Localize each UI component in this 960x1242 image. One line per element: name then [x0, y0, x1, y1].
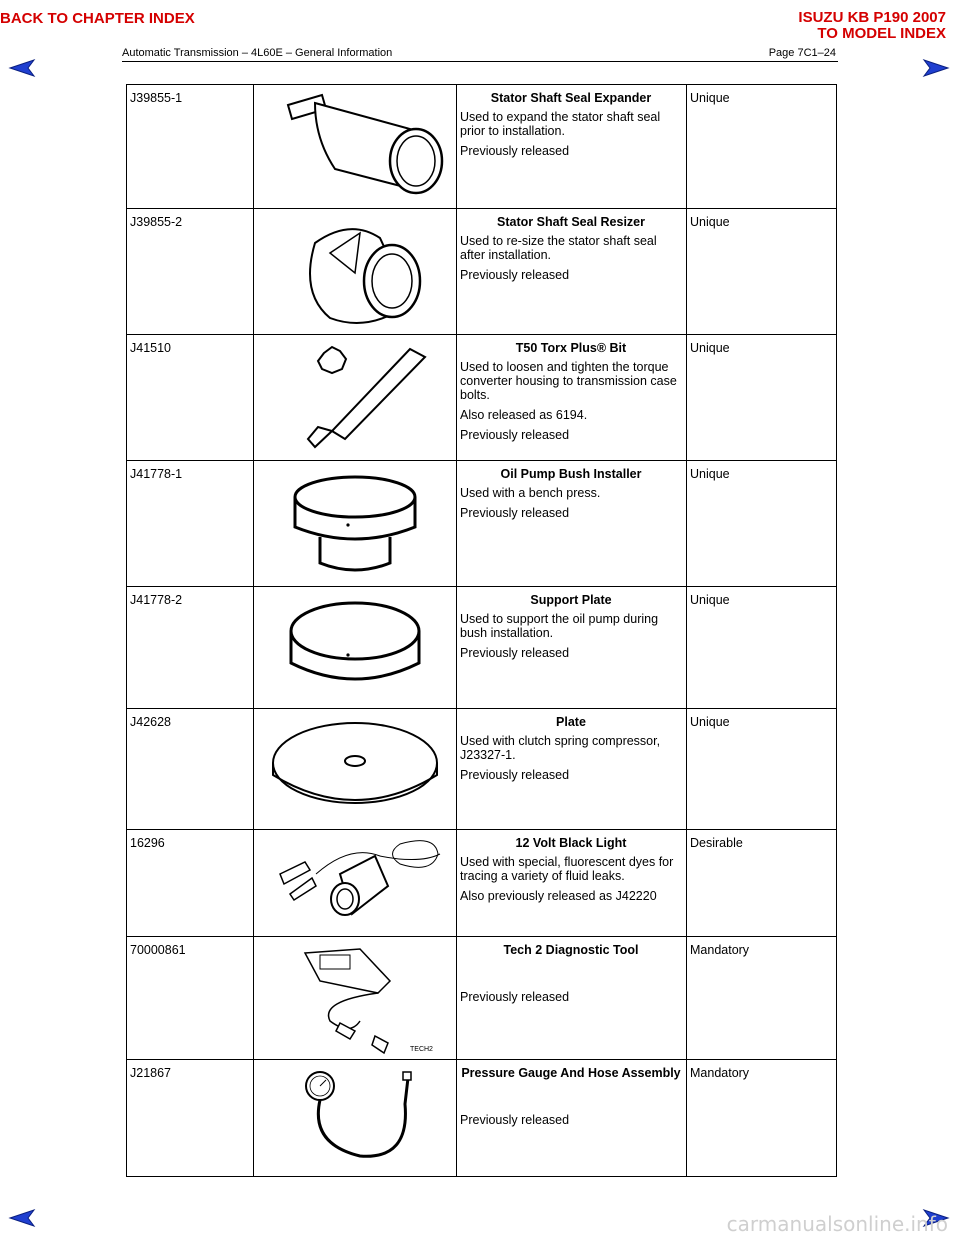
tool-classification: Mandatory: [687, 937, 837, 1060]
prev-page-arrow-bottom-icon[interactable]: [8, 1208, 36, 1228]
tool-description-line: Previously released: [460, 990, 570, 1004]
tool-description-line: Also previously released as J42220: [460, 889, 657, 903]
tool-illustration: [254, 461, 457, 587]
tool-row: [127, 209, 837, 335]
tool-classification: Unique: [687, 335, 837, 461]
tool-row: [127, 85, 837, 209]
tool-classification: Unique: [687, 461, 837, 587]
tool-row: [127, 335, 837, 461]
tool-number: J41510: [127, 335, 254, 461]
tool-row: [127, 937, 837, 1060]
plate-icon: [254, 709, 456, 825]
bush-installer-icon: [254, 461, 456, 583]
tool-illustration: [254, 830, 457, 937]
tool-description: [457, 209, 687, 335]
section-header: Automatic Transmission – 4L60E – General Information: [122, 47, 393, 59]
tool-name: Support Plate: [530, 593, 612, 607]
tool-illustration: [254, 1060, 457, 1177]
tool-illustration: [254, 85, 457, 209]
tool-description: [457, 85, 687, 209]
header-divider: [122, 61, 838, 62]
tool-illustration: [254, 709, 457, 830]
pressure-gauge-icon: [254, 1060, 456, 1174]
tool-classification: Desirable: [687, 830, 837, 937]
figure-label: TECH2: [410, 1046, 433, 1053]
tool-number: J41778-1: [127, 461, 254, 587]
tool-description: [457, 1060, 687, 1177]
tool-row: [127, 587, 837, 709]
tool-illustration: [254, 209, 457, 335]
next-page-arrow-icon[interactable]: [922, 58, 950, 78]
tool-number: J21867: [127, 1060, 254, 1177]
tool-description: [457, 335, 687, 461]
tool-description-line: Previously released: [460, 768, 570, 782]
tool-description-line: Used with a bench press.: [460, 486, 601, 500]
tool-description-line: Used to expand the stator shaft seal prior to installation.: [460, 110, 661, 138]
seal-expander-icon: [254, 85, 456, 207]
tool-description-line: Previously released: [460, 646, 570, 660]
tool-name: Tech 2 Diagnostic Tool: [503, 943, 639, 957]
tool-classification: Unique: [687, 209, 837, 335]
tool-description-line: Previously released: [460, 428, 570, 442]
tool-description-line: Previously released: [460, 506, 570, 520]
tool-row: [127, 709, 837, 830]
tool-classification: Mandatory: [687, 1060, 837, 1177]
tool-illustration: [254, 335, 457, 461]
tool-classification: Unique: [687, 709, 837, 830]
tool-description-line: Used with clutch spring compressor, J23327-1.: [460, 734, 661, 762]
seal-resizer-icon: [254, 209, 456, 333]
tool-description-line: Used with special, fluorescent dyes for tracing a variety of fluid leaks.: [460, 855, 674, 883]
tool-row: [127, 461, 837, 587]
tool-classification: Unique: [687, 587, 837, 709]
tool-description-line: Previously released: [460, 1113, 570, 1127]
tool-number: 16296: [127, 830, 254, 937]
tool-description: [457, 461, 687, 587]
prev-page-arrow-icon[interactable]: [8, 58, 36, 78]
tool-name: 12 Volt Black Light: [515, 836, 627, 850]
tool-description-line: Used to support the oil pump during bush installation.: [460, 612, 659, 640]
tool-number: J42628: [127, 709, 254, 830]
tool-description-line: Previously released: [460, 144, 570, 158]
tool-description-line: Also released as 6194.: [460, 408, 588, 422]
tool-name: Plate: [556, 715, 586, 729]
tool-number: J39855-1: [127, 85, 254, 209]
tool-description: [457, 830, 687, 937]
tool-name: Stator Shaft Seal Resizer: [497, 215, 645, 229]
tool-description-line: [460, 1085, 682, 1107]
tool-name: T50 Torx Plus® Bit: [515, 341, 627, 355]
tool-description-line: Used to loosen and tighten the torque converter housing to transmission case bolts.: [460, 360, 677, 402]
model-title: ISUZU KB P190 2007: [798, 9, 946, 26]
tool-name: Oil Pump Bush Installer: [500, 467, 642, 481]
tool-description: [457, 709, 687, 830]
tool-description: [457, 937, 687, 1060]
tool-row: [127, 830, 837, 937]
tool-illustration: [254, 937, 457, 1060]
black-light-icon: [254, 830, 456, 932]
tool-number: J41778-2: [127, 587, 254, 709]
tool-classification: Unique: [687, 85, 837, 209]
tool-number: J39855-2: [127, 209, 254, 335]
tool-description: [457, 587, 687, 709]
tool-row: [127, 1060, 837, 1177]
torx-bit-icon: [254, 335, 456, 459]
tech2-tool-icon: [254, 937, 456, 1057]
tool-description-line: Previously released: [460, 268, 570, 282]
watermark: carmanualsonline.info: [726, 1212, 948, 1236]
tool-description-line: [460, 962, 682, 984]
model-index-link[interactable]: [798, 10, 946, 42]
special-tools-table: [126, 84, 837, 1177]
to-model-index-label[interactable]: TO MODEL INDEX: [817, 25, 946, 42]
tool-number: 70000861: [127, 937, 254, 1060]
tool-description-line: Used to re-size the stator shaft seal after installation.: [460, 234, 657, 262]
page-number: Page 7C1–24: [768, 47, 836, 59]
tool-name: Stator Shaft Seal Expander: [490, 91, 652, 105]
tool-name: Pressure Gauge And Hose Assembly: [461, 1066, 681, 1080]
tool-illustration: [254, 587, 457, 709]
support-plate-icon: [254, 587, 456, 703]
back-to-chapter-index-link[interactable]: BACK TO CHAPTER INDEX: [0, 10, 195, 27]
